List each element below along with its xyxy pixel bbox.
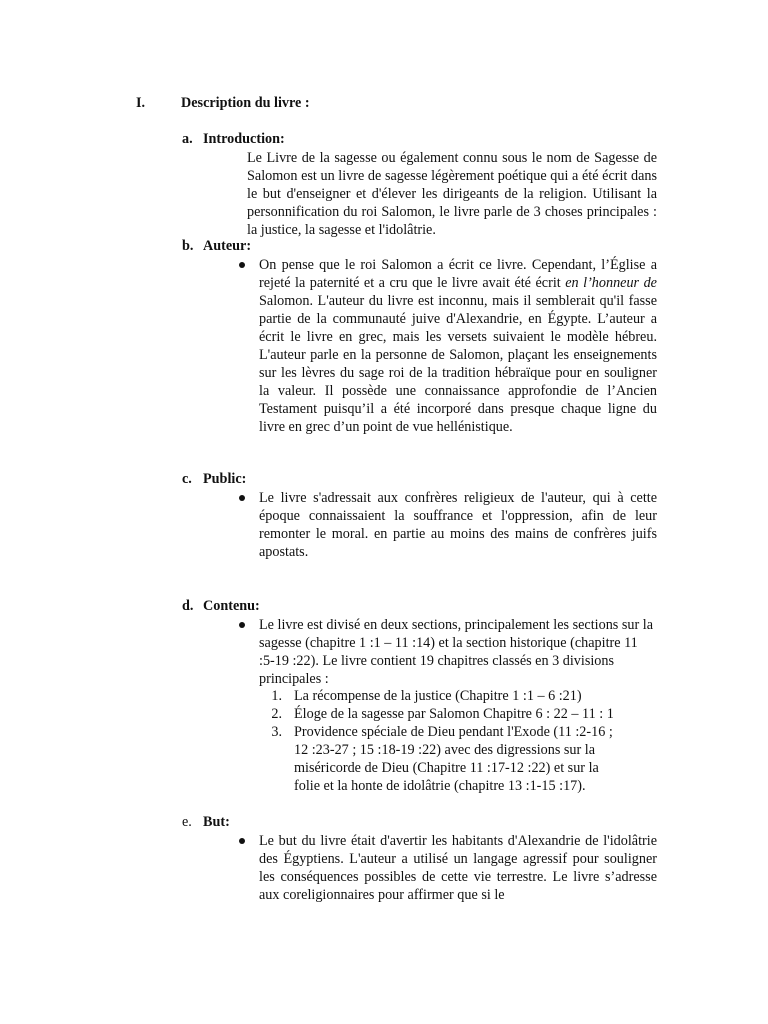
list-item: Providence spéciale de Dieu pendant l'Exode (11 :2-16 ; 12 :23-27 ; 15 :18-19 :22) avec des digressions sur la miséricorde de Dieu (Chapitre 11 :17-12 :22) et sur la folie et la honte de idolâtrie (chapitre 13 :1-15 :17). [294, 724, 613, 794]
section-numeral: I. [136, 95, 146, 111]
bullet-icon [239, 622, 245, 628]
purpose-paragraph: Le but du livre était d'avertir les habitants d'Alexandrie de l'idolâtrie des Égyptiens. L'auteur a utilisé un langage agressif pour souligner les conséquences possibles de cette vie terrestre. Le livre s’adresse aux coreligionnaires pour affirmer que si le [259, 833, 657, 903]
author-text-start: On pense que le roi Salomon a écrit ce livre. Cependant, l’Église a rejeté la paternité et a cru que le livre avait été écrit [259, 257, 657, 291]
list-item-number: 2. [271, 706, 282, 722]
list-item: Éloge de la sagesse par Salomon Chapitre 6 : 22 – 11 : 1 [294, 706, 614, 722]
introduction-paragraph: Le Livre de la sagesse ou également connu sous le nom de Sagesse de Salomon est un livre de sagesse légèrement poétique qui a été écrit dans le but d'enseigner et d'élever les dirigeants de la religion. Utilisant la personnification du roi Salomon, le livre parle de 3 choses principales : la justice, la sagesse et l'idolâtrie. [247, 150, 657, 238]
subsection-a-heading: Introduction: [203, 131, 285, 147]
bullet-icon [239, 262, 245, 268]
author-text-italic: en l’honneur de [565, 275, 657, 291]
subsection-d-heading: Contenu: [203, 598, 260, 614]
bullet-icon [239, 495, 245, 501]
subsection-b-heading: Auteur: [203, 238, 252, 254]
section-title: Description du livre : [181, 95, 310, 111]
subsection-a-label: a. [182, 131, 193, 147]
author-paragraph [259, 256, 657, 436]
content-paragraph: Le livre est divisé en deux sections, principalement les sections sur la sagesse (chapitre 1 :1 – 11 :14) et la section historique (chapitre 11 :5-19 :22). Le livre contient 19 chapitres classés en 3 divisions principales : [259, 617, 653, 687]
list-item-number: 1. [271, 688, 282, 704]
subsection-c-heading: Public: [203, 471, 247, 487]
author-text-end: Salomon. L'auteur du livre est inconnu, mais il semblerait qu'il fasse partie de la communauté juive d'Alexandrie, en Égypte. L’auteur a écrit le livre en grec, mais les versets suivaient le modèle hébreu. L'auteur parle en la personne de Salomon, plaçant les enseignements sur les lèvres du sage roi de la tradition hébraïque pour en souligner la valeur. Il possède une connaissance approfondie de l’Ancien Testament puisqu’il a été incorporé dans presque chaque ligne du livre en grec d’un point de vue hellénistique. [259, 293, 657, 435]
list-item: La récompense de la justice (Chapitre 1 :1 – 6 :21) [294, 688, 582, 704]
bullet-icon [239, 838, 245, 844]
subsection-e-heading: But: [203, 814, 230, 830]
subsection-e-label: e. [182, 814, 192, 830]
subsection-d-label: d. [182, 598, 194, 614]
subsection-b-label: b. [182, 238, 194, 254]
list-item-number: 3. [271, 724, 282, 740]
public-paragraph: Le livre s'adressait aux confrères religieux de l'auteur, qui à cette époque connaissaient la souffrance et l'oppression, afin de leur remonter le moral. en partie au moins des mains de confrères juifs apostats. [259, 490, 657, 560]
subsection-c-label: c. [182, 471, 192, 487]
